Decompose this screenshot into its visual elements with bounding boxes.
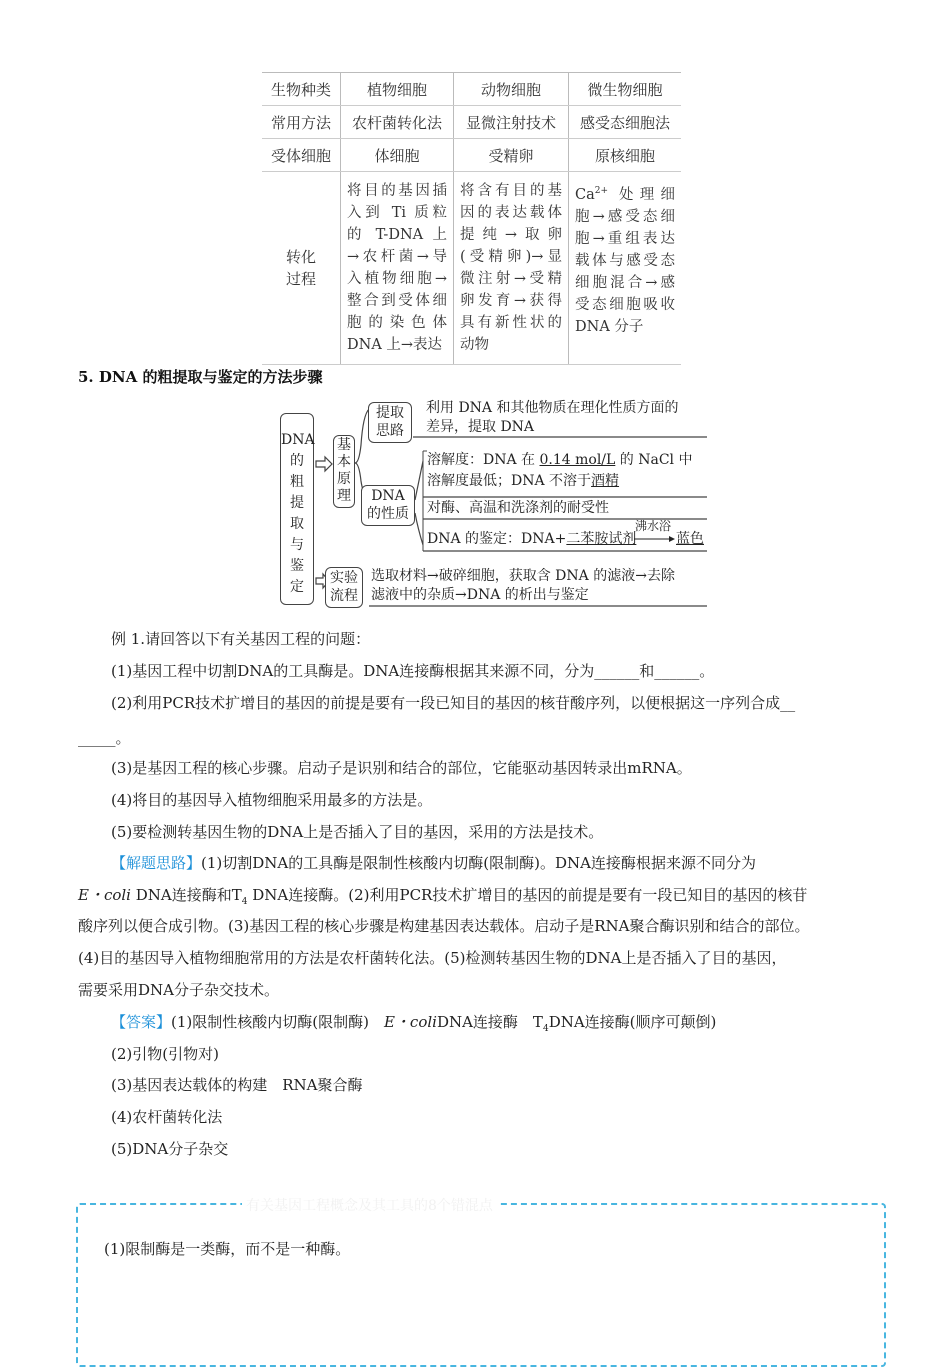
answer-line-4: (4)农杆菌转化法 [111, 1108, 223, 1126]
idea-text: 利用 DNA 和其他物质在理化性质方面的 [426, 400, 679, 416]
root-char: 的 [290, 453, 304, 469]
table-header-row [262, 73, 681, 106]
idea-box [368, 402, 412, 443]
tolerance-text: 对酶、高温和洗涤剂的耐受性 [427, 500, 609, 516]
experiment-flow-box [325, 567, 363, 608]
table-cell: 农杆菌转化法 [341, 106, 454, 139]
table-cell: 常用方法 [262, 106, 341, 139]
table-cell: 感受态细胞法 [569, 106, 682, 139]
cell-line: 动物 [460, 337, 489, 353]
box-char: 基 [337, 437, 351, 453]
table-row [262, 139, 681, 172]
cell-line: 受态细胞吸收 [575, 296, 675, 313]
table-row [262, 172, 681, 365]
analysis-line-3: 酸序列以便合成引物。(3)基因工程的核心步骤是构建基因表达载体。启动子是RNA聚合酶识别和结合的部位。 [78, 917, 810, 935]
question-3: (3)是基因工程的核心步骤。启动子是识别和结合的部位，它能驱动基因转录出mRNA。 [111, 759, 692, 777]
box-char: 本 [337, 454, 351, 470]
species-name: E・coli [383, 1013, 437, 1031]
question-4: (4)将目的基因导入植物细胞采用最多的方法是。 [111, 791, 433, 809]
experiment-text: 选取材料→破碎细胞，获取含 DNA 的滤液→去除 [371, 568, 675, 584]
table-cell: 植物细胞 [341, 73, 454, 106]
underlined-value: 二苯胺试剂 [566, 531, 637, 547]
box-text: 提取 [376, 405, 404, 421]
analysis-line-5: 需要采用DNA分子杂交技术。 [78, 981, 279, 999]
identification-text [427, 529, 636, 549]
cell-line: 将目的基因插 [347, 183, 447, 199]
cell-line: 入到 Ti 质粒 [347, 205, 447, 221]
box-text: 思路 [376, 423, 404, 439]
text: (1)切割DNA的工具酶是限制性核酸内切酶(限制酶)。DNA连接酶根据来源不同分为 [201, 854, 756, 872]
box-text: 实验 [330, 570, 358, 586]
cell-line: 卵发育→获得 [460, 293, 562, 309]
root-char: 鉴 [290, 558, 304, 574]
table-cell: 生物种类 [262, 73, 341, 106]
cell-line: 具有新性状的 [460, 315, 562, 331]
dna-extraction-diagram [277, 395, 717, 610]
answer-label: 【答案】 [111, 1013, 172, 1031]
question-1: (1)基因工程中切割DNA的工具酶是。DNA连接酶根据其来源不同，分为______和______。 [111, 662, 715, 680]
plant-process-cell [341, 172, 454, 365]
microbe-process-cell [569, 172, 682, 365]
root-char: 提 [290, 495, 304, 511]
text: DNA连接酶和T [130, 886, 242, 904]
cell-line [575, 180, 675, 206]
analysis-line-1 [111, 852, 756, 873]
root-char: 取 [290, 516, 304, 532]
cell-line: 胞→重组表达 [575, 230, 675, 247]
text: DNA连接酶。(2)利用PCR技术扩增目的基因的前提是要有一段已知目的基因的核苷 [247, 886, 808, 904]
boiling-bath-label: 沸水浴 [635, 519, 672, 533]
question-2-continued: _____。 [78, 729, 131, 747]
text: DNA连接酶(顺序可颠倒) [548, 1013, 717, 1031]
table-cell: 原核细胞 [569, 139, 682, 172]
text: (1)限制性核酸内切酶(限制酶) [171, 1013, 384, 1031]
text: DNA连接酶 T [436, 1013, 543, 1031]
solubility-line-2 [427, 471, 619, 491]
note-box-title: 有关基因工程概念及其工具的8个错混点 [242, 1195, 497, 1215]
root-char: 定 [290, 579, 304, 595]
cell-line: (受精卵)→显 [460, 249, 562, 265]
section-heading: 5. DNA 的粗提取与鉴定的方法步骤 [78, 368, 323, 386]
table-cell: 受精卵 [454, 139, 569, 172]
cell-line: 载体与感受态 [575, 252, 675, 269]
table-cell: 受体细胞 [262, 139, 341, 172]
blue-result: 蓝色 [676, 531, 704, 547]
answer-line-2: (2)引物(引物对) [111, 1045, 219, 1063]
box-char: 理 [337, 488, 351, 504]
process-label: 过程 [285, 270, 316, 288]
text: 溶解度最低；DNA 不溶于 [427, 473, 592, 489]
cell-line: 胞→感受态细 [575, 208, 675, 225]
experiment-text: 滤液中的杂质→DNA 的析出与鉴定 [371, 587, 589, 603]
box-text: 流程 [330, 588, 358, 604]
table-cell: 动物细胞 [454, 73, 569, 106]
root-char: 粗 [290, 474, 304, 490]
table-cell: 体细胞 [341, 139, 454, 172]
cell-line: 入植物细胞→ [347, 271, 447, 287]
cell-line: 细胞混合→感 [575, 274, 675, 291]
note-item-1: (1)限制酶是一类酶，而不是一种酶。 [104, 1240, 351, 1258]
example-title: 例 1.请回答以下有关基因工程的问题： [111, 630, 371, 648]
analysis-label: 【解题思路】 [111, 854, 202, 872]
cell-line: DNA 上→表达 [347, 337, 443, 353]
animal-process-cell [454, 172, 569, 365]
cell-line: 提纯→取卵 [460, 227, 562, 243]
question-2: (2)利用PCR技术扩增目的基因的前提是要有一段已知目的基因的核苷酸序列，以便根据这一序列合成__ [111, 694, 796, 712]
text: DNA 的鉴定：DNA+ [427, 531, 567, 547]
root-char: 与 [290, 537, 304, 553]
answer-line-5: (5)DNA分子杂交 [111, 1140, 229, 1158]
cell-line: 整合到受体细 [347, 293, 447, 309]
underlined-value: 酒精 [591, 473, 620, 489]
answer-line-1 [111, 1011, 716, 1034]
table-row [262, 106, 681, 139]
underlined-value: 0.14 mol/L [539, 452, 616, 468]
question-5: (5)要检测转基因生物的DNA上是否插入了目的基因，采用的方法是技术。 [111, 823, 604, 841]
analysis-line-2 [78, 884, 807, 907]
cell-line: 因的表达载体 [460, 205, 562, 221]
ca-charge: 2+ [594, 186, 609, 196]
cell-text: 处理细 [618, 186, 676, 203]
text: 的 NaCl 中 [619, 452, 693, 468]
subscript: 4 [241, 897, 248, 907]
idea-text: 差异，提取 DNA [426, 419, 535, 435]
answer-line-3: (3)基因表达载体的构建 RNA聚合酶 [111, 1076, 363, 1094]
transformation-methods-table [262, 72, 681, 365]
table-cell: 显微注射技术 [454, 106, 569, 139]
process-row-header [262, 172, 341, 365]
cell-line: 胞的染色体 [347, 315, 447, 331]
basic-principle-box [333, 435, 355, 508]
table-cell: 微生物细胞 [569, 73, 682, 106]
ca-text: Ca [575, 186, 595, 203]
process-label: 转化 [285, 248, 316, 266]
text: 溶解度：DNA 在 [427, 452, 536, 468]
cell-line: 的 T-DNA 上 [347, 227, 447, 243]
cell-line: →农杆菌→导 [347, 249, 447, 265]
box-text: 的性质 [367, 506, 409, 522]
cell-line: 将含有目的基 [460, 183, 562, 199]
mistakes-note-box [76, 1203, 886, 1367]
box-text: DNA [371, 488, 405, 504]
cell-line: DNA 分子 [575, 318, 644, 335]
root-char: DNA [281, 432, 315, 448]
subscript: 4 [542, 1024, 549, 1034]
species-name: E・coli [78, 886, 131, 904]
box-char: 原 [337, 471, 351, 487]
cell-line: 微注射→受精 [460, 271, 562, 287]
dna-property-box [361, 485, 415, 526]
analysis-line-4: (4)目的基因导入植物细胞常用的方法是农杆菌转化法。(5)检测转基因生物的DNA上是否插入了目的基因， [78, 949, 787, 967]
solubility-line-1 [427, 450, 692, 470]
